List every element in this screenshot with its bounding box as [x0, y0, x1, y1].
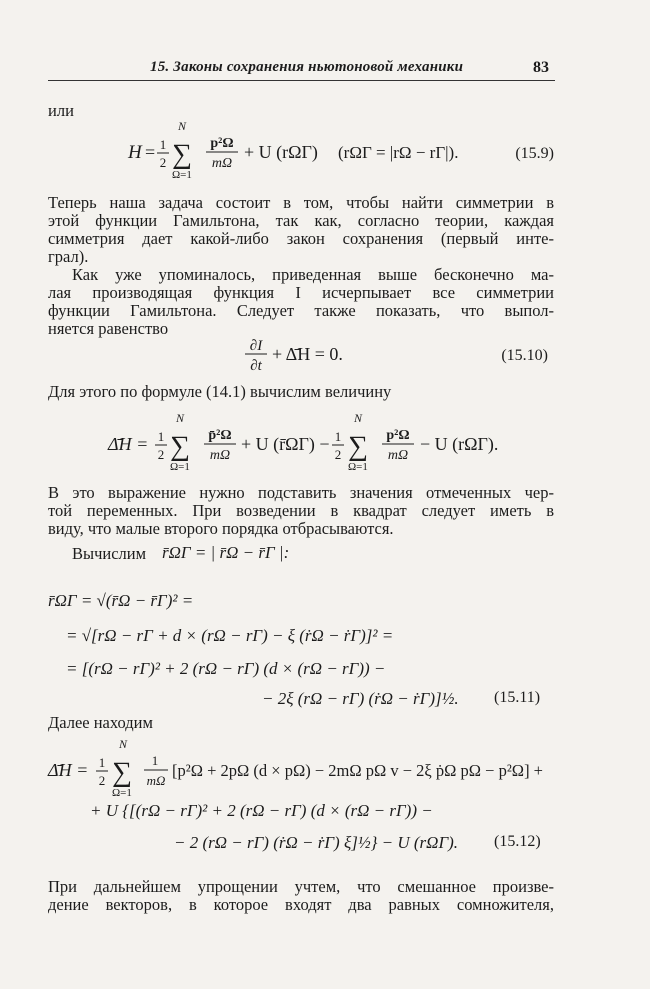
eq-half-num-2: 1	[334, 429, 342, 444]
eq-half-den: 2	[159, 155, 167, 170]
paragraph-line: При дальнейшем упрощении учтем, что смешанное произве-	[48, 877, 554, 896]
eq-middle: + U (r̄ΩΓ) −	[241, 434, 330, 454]
eq-sum-lower: Ω=1	[112, 787, 132, 799]
eq-half-num: 1	[159, 137, 167, 152]
eq-m-den: mΩ	[146, 773, 166, 788]
eq-pbar-num: p̄²Ω	[208, 428, 232, 443]
paragraph-line: виду, что малые второго порядка отбрасываются.	[48, 519, 394, 538]
sum-sign: ∑	[348, 431, 368, 462]
eq-potential: + U (rΩΓ)	[244, 142, 318, 162]
eq-half-num: 1	[98, 755, 106, 770]
paragraph-line: дение векторов, в которое входят два равных сомножителя,	[48, 895, 554, 914]
eq-number-15-12: (15.12)	[494, 833, 541, 850]
paragraph-line: няется равенство	[48, 319, 169, 338]
eq-lhs: Δ̄H =	[108, 434, 149, 454]
equation-15-10	[240, 334, 560, 376]
eq-half-num: 1	[157, 429, 165, 444]
eq-condition: (rΩΓ = |rΩ − rΓ|).	[338, 143, 459, 162]
word-or: или	[48, 101, 74, 120]
paragraph-line: лая производящая функция I исчерпывает все симметрии	[48, 283, 554, 302]
eq-15-12-line2: + U {[(rΩ − rΓ)² + 2 (rΩ − rΓ) (d × (rΩ − rΓ)) −	[90, 801, 433, 820]
paragraph-line: этой функции Гамильтона, так как, согласно теории, каждая	[48, 211, 554, 230]
eq-lhs: H	[128, 142, 142, 163]
eq-frac-den: ∂t	[250, 358, 262, 374]
eq-15-11-line3: = [(rΩ − rΓ)² + 2 (rΩ − rΓ) (d × (rΩ − rΓ)) −	[66, 659, 386, 678]
next-find-label: Далее находим	[48, 713, 153, 732]
page-number: 83	[533, 59, 549, 76]
eq-half-den: 2	[157, 447, 165, 462]
paragraph-line: Для этого по формуле (14.1) вычислим величину	[48, 382, 392, 401]
sum-sign: ∑	[172, 139, 192, 170]
eq-15-12-line3: − 2 (rΩ − rΓ) (ṙΩ − ṙΓ) ξ]½} − U (rΩΓ).	[174, 833, 459, 852]
eq-p-den: mΩ	[387, 448, 409, 463]
paragraph-line: Как уже упоминалось, приведенная выше бесконечно ма-	[72, 265, 554, 284]
eq-sum-lower: Ω=1	[172, 169, 192, 181]
eq-p-num: p²Ω	[386, 428, 410, 443]
sum-sign: ∑	[112, 757, 132, 788]
sum-sign: ∑	[170, 431, 190, 462]
eq-lhs: Δ̄H =	[48, 760, 89, 780]
equation-delta-h	[108, 410, 528, 480]
eq-pbar-den: mΩ	[209, 448, 231, 463]
eq-number-15-11: (15.11)	[494, 689, 541, 706]
eq-sum-lower-2: Ω=1	[348, 461, 368, 473]
eq-m-num: 1	[151, 753, 159, 768]
compute-expression: r̄ΩΓ = | r̄Ω − r̄Γ |:	[162, 543, 290, 562]
eq-number-15-10: (15.10)	[501, 347, 548, 364]
paragraph-line: функции Гамильтона. Следует также показать, что выпол-	[48, 301, 554, 320]
equation-15-12	[48, 738, 568, 808]
header-rule	[48, 80, 555, 81]
eq-line1-rest: [p²Ω + 2pΩ (d × pΩ) − 2mΩ pΩ v − 2ξ ṗΩ pΩ − p²Ω] +	[172, 761, 543, 780]
eq-rest: + Δ̄H = 0.	[272, 344, 343, 364]
paragraph-line: Теперь наша задача состоит в том, чтобы найти симметрии в	[48, 193, 554, 212]
eq-15-11-line1: r̄ΩΓ = √(r̄Ω − r̄Γ)² =	[48, 591, 194, 610]
eq-sum-upper: N	[178, 119, 187, 133]
eq-half-den: 2	[98, 773, 106, 788]
eq-end: − U (rΩΓ).	[420, 434, 499, 454]
equation-15-9	[120, 118, 560, 188]
paragraph-line: той переменных. При возведении в квадрат следует иметь в	[48, 501, 554, 520]
eq-number-15-9: (15.9)	[515, 145, 554, 162]
eq-p-num: p²Ω	[210, 136, 234, 151]
eq-sum-upper: N	[176, 411, 185, 425]
paragraph-line: грал).	[48, 247, 89, 266]
running-title: 15. Законы сохранения ньютоновой механики	[150, 59, 464, 75]
paragraph-line: В это выражение нужно подставить значения отмеченных чер-	[48, 483, 554, 502]
svg-text:=: =	[145, 142, 156, 162]
eq-half-den-2: 2	[334, 447, 342, 462]
eq-sum-upper: N	[119, 737, 128, 751]
eq-p-den: mΩ	[211, 156, 233, 171]
eq-15-11-line2: = √[rΩ − rΓ + d × (rΩ − rΓ) − ξ (ṙΩ − ṙΓ)]² =	[66, 626, 394, 645]
eq-frac-num: ∂I	[249, 338, 263, 354]
eq-sum-lower: Ω=1	[170, 461, 190, 473]
compute-label: Вычислим	[72, 544, 147, 563]
eq-15-11-line4: − 2ξ (rΩ − rΓ) (ṙΩ − ṙΓ)]½.	[262, 689, 459, 708]
eq-sum-upper-2: N	[354, 411, 363, 425]
paragraph-line: симметрия дает какой-либо закон сохранения (первый инте-	[48, 229, 554, 248]
